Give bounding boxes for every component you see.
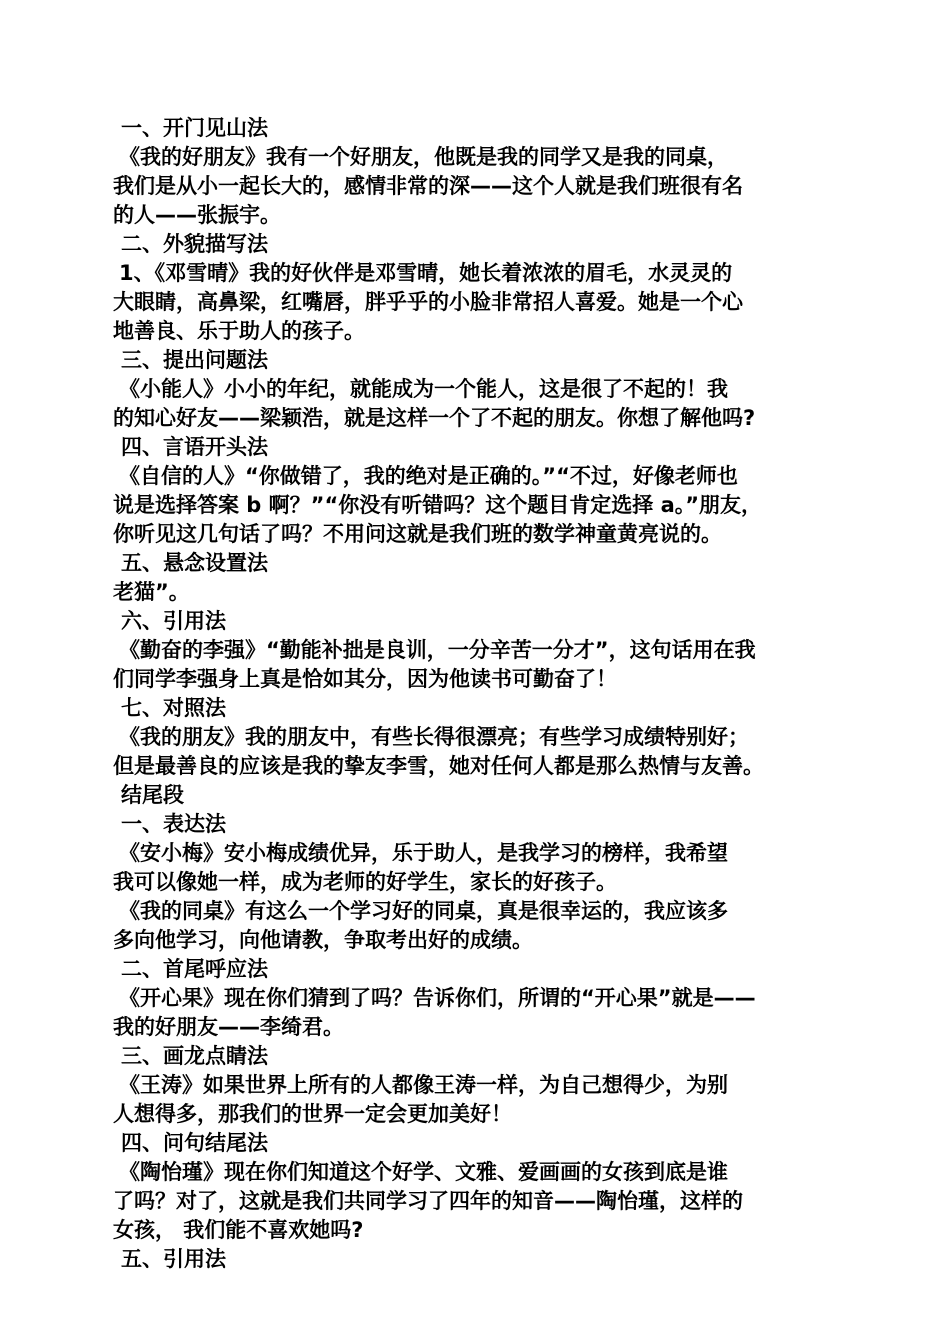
section-heading: 七、对照法: [121, 696, 226, 720]
paragraph-first-line: 《勤奋的李强》“勤能补拙是良训，一分辛苦一分才”，这句话用在我: [119, 638, 756, 662]
section-heading: 二、外貌描写法: [121, 232, 268, 256]
section-heading: 二、首尾呼应法: [121, 957, 268, 981]
section-heading: 六、引用法: [121, 609, 226, 633]
body-text-line: 但是最善良的应该是我的挚友李雪，她对任何人都是那么热情与友善。: [113, 754, 764, 778]
document-body: [113, 114, 848, 1274]
section-heading: 一、开门见山法: [121, 116, 268, 140]
section-heading: 一、表达法: [121, 812, 226, 836]
body-text-line: 老猫”。: [113, 580, 190, 604]
body-text-line: 地善良、乐于助人的孩子。: [113, 319, 365, 343]
paragraph-first-line: 《安小梅》安小梅成绩优异，乐于助人，是我学习的榜样，我希望: [119, 841, 728, 865]
body-text-line: 多向他学习，向他请教，争取考出好的成绩。: [113, 928, 533, 952]
body-text-line: 了吗？对了，这就是我们共同学习了四年的知音——陶怡瑾，这样的: [113, 1189, 743, 1213]
paragraph-first-line: 《陶怡瑾》现在你们知道这个好学、文雅、爱画画的女孩到底是谁: [119, 1160, 728, 1184]
body-text-line: 我们是从小一起长大的，感情非常的深——这个人就是我们班很有名: [113, 174, 743, 198]
body-text-line: 们同学李强身上真是恰如其分，因为他读书可勤奋了！: [113, 667, 617, 691]
body-text-line: 我的好朋友——李绮君。: [113, 1015, 344, 1039]
body-text-line: 我可以像她一样，成为老师的好学生，家长的好孩子。: [113, 870, 617, 894]
section-heading: 四、言语开头法: [121, 435, 268, 459]
section-heading: 四、问句结尾法: [121, 1131, 268, 1155]
paragraph-first-line: 《王涛》如果世界上所有的人都像王涛一样，为自己想得少，为别: [119, 1073, 728, 1097]
section-heading: 五、引用法: [121, 1247, 226, 1271]
body-text-line: 的知心好友——梁颖浩，就是这样一个了不起的朋友。你想了解他吗?: [113, 406, 756, 430]
paragraph-first-line: 《自信的人》“你做错了，我的绝对是正确的。”“不过，好像老师也: [119, 464, 738, 488]
body-text-line: 的人——张振宇。: [113, 203, 281, 227]
paragraph-first-line: 1、《邓雪晴》我的好伙伴是邓雪晴，她长着浓浓的眉毛，水灵灵的: [119, 261, 733, 285]
section-heading: 结尾段: [121, 783, 184, 807]
body-text-line: 说是选择答案 b 啊？”“你没有听错吗？这个题目肯定选择 a。”朋友，: [113, 493, 763, 517]
section-heading: 三、提出问题法: [121, 348, 268, 372]
body-text-line: 大眼睛，高鼻梁，红嘴唇，胖乎乎的小脸非常招人喜爱。她是一个心: [113, 290, 743, 314]
paragraph-first-line: 《小能人》小小的年纪，就能成为一个能人，这是很了不起的！我: [119, 377, 728, 401]
body-text-line: 人想得多，那我们的世界一定会更加美好！: [113, 1102, 512, 1126]
section-heading: 三、画龙点睛法: [121, 1044, 268, 1068]
body-text-line: 你听见这几句话了吗？不用问这就是我们班的数学神童黄亮说的。: [113, 522, 722, 546]
section-heading: 五、悬念设置法: [121, 551, 268, 575]
paragraph-first-line: 《我的同桌》有这么一个学习好的同桌，真是很幸运的，我应该多: [119, 899, 728, 923]
paragraph-first-line: 《我的朋友》我的朋友中，有些长得很漂亮；有些学习成绩特别好；: [119, 725, 749, 749]
body-text-line: 女孩， 我们能不喜欢她吗?: [113, 1218, 364, 1242]
paragraph-first-line: 《我的好朋友》我有一个好朋友，他既是我的同学又是我的同桌，: [119, 145, 728, 169]
paragraph-first-line: 《开心果》现在你们猜到了吗？告诉你们，所谓的“开心果”就是——: [119, 986, 756, 1010]
